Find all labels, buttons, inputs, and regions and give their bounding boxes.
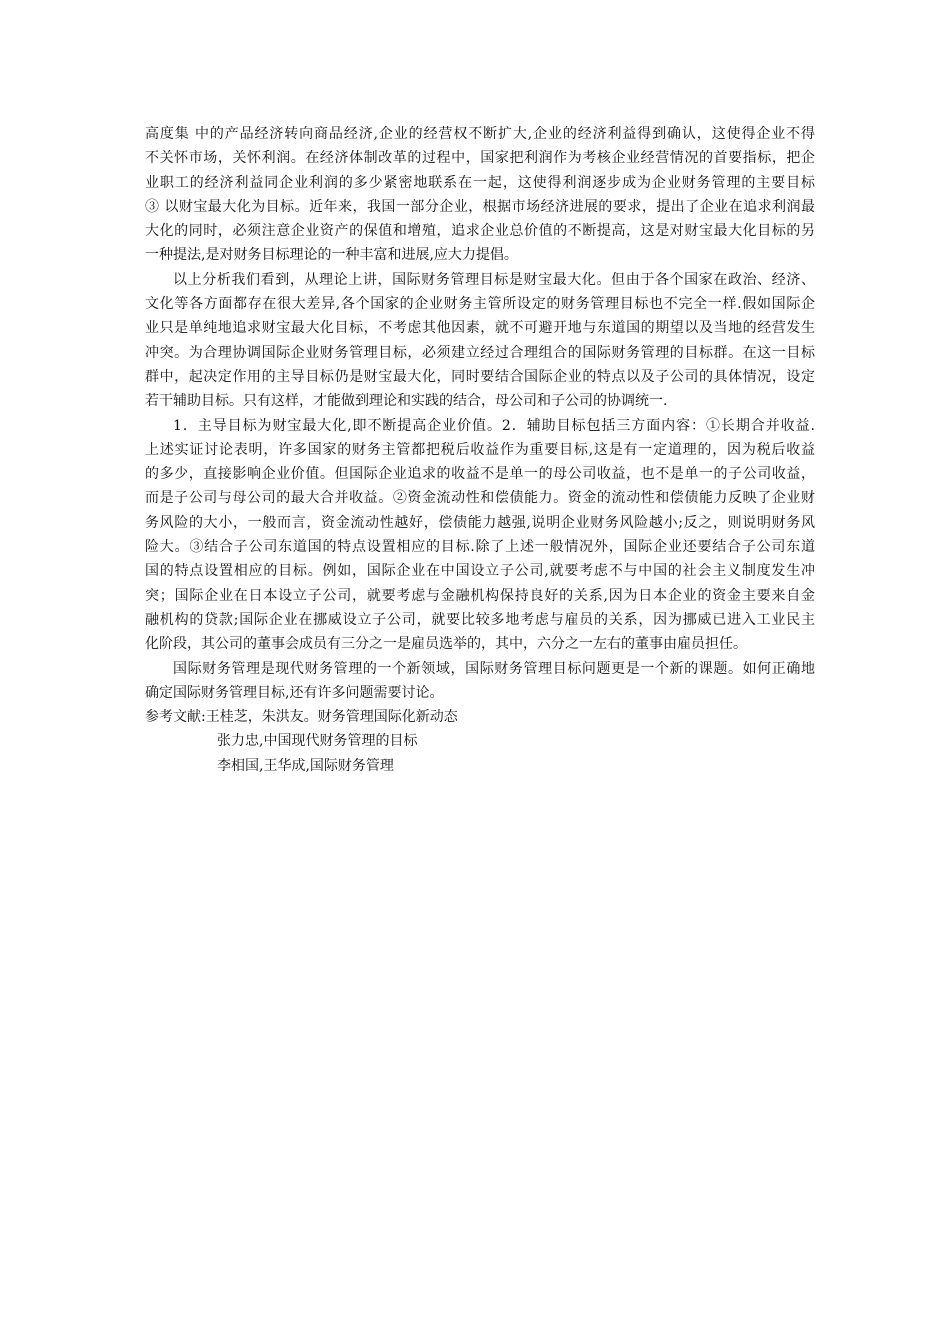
text-line: 而是子公司与母公司的最大合并收益。②资金流动性和偿债能力。资金的流动性和偿债能力反映了企业财 (145, 490, 815, 507)
text-line: 化阶段，其公司的董事会成员有三分之一是雇员选举的，其中，六分之一左右的董事由雇员担任。 (145, 636, 747, 653)
text-line: 以上分析我们看到，从理论上讲，国际财务管理目标是财宝最大化。但由于各个国家在政治、经济、 (173, 271, 815, 288)
text-line: 上述实证讨论表明，许多国家的财务主管都把税后收益作为重要目标,这是有一定道理的，因为税后收益 (145, 441, 815, 458)
text-line: 李相国,王华成,国际财务管理 (217, 757, 394, 774)
text-line: 文化等各方面都存在很大差异,各个国家的企业财务主管所设定的财务管理目标也不完全一样.假如国际企 (145, 296, 815, 313)
text-line: 的多少，直接影响企业价值。但国际企业追求的收益不是单一的母公司收益，也不是单一的子公司收益， (145, 466, 815, 483)
text-line: 不关怀市场，关怀利润。在经济体制改革的过程中，国家把利润作为考核企业经营情况的首要指标，把企 (145, 150, 815, 167)
text-line: 国的特点设置相应的目标。例如，国际企业在中国设立子公司,就要考虑不与中国的社会主义制度发生冲 (145, 563, 815, 580)
text-line: 务风险的大小，一般而言，资金流动性越好，偿债能力越强,说明企业财务风险越小;反之，则说明财务风 (145, 514, 815, 531)
body-text (145, 122, 815, 778)
text-line: 张力忠,中国现代财务管理的目标 (217, 733, 418, 750)
text-line: 融机构的贷款;国际企业在挪威设立子公司，就要比较多地考虑与雇员的关系，因为挪威已进入工业民主 (145, 611, 815, 628)
text-line: 突；国际企业在日本设立子公司，就要考虑与金融机构保持良好的关系,因为日本企业的资金主要来自金 (145, 587, 815, 604)
text-line: 参考文献:王桂芝，朱洪友。财务管理国际化新动态 (145, 709, 458, 726)
text-line: 确定国际财务管理目标,还有许多问题需要讨论。 (145, 684, 444, 701)
text-line: 群中，起决定作用的主导目标仍是财宝最大化，同时要结合国际企业的特点以及子公司的具体情况，设定 (145, 368, 815, 385)
text-line: 业只是单纯地追求财宝最大化目标，不考虑其他因素，就不可避开地与东道国的期望以及当地的经营发生 (145, 320, 815, 337)
text-line: 冲突。为合理协调国际企业财务管理目标，必须建立经过合理组合的国际财务管理的目标群。在这一目标 (145, 344, 815, 361)
text-line: 国际财务管理是现代财务管理的一个新领域，国际财务管理目标问题更是一个新的课题。如何正确地 (173, 660, 815, 677)
text-line: 险大。③结合子公司东道国的特点设置相应的目标.除了上述一般情况外，国际企业还要结合子公司东道 (145, 539, 815, 556)
text-line: ③ 以财宝最大化为目标。近年来，我国一部分企业，根据市场经济进展的要求，提出了企业在追求利润最 (145, 198, 815, 215)
text-line: 大化的同时，必须注意企业资产的保值和增殖，追求企业总价值的不断提高，这是对财宝最大化目标的另 (145, 223, 815, 240)
text-line: 一种提法,是对财务目标理论的一种丰富和进展,应大力提倡。 (145, 247, 518, 264)
text-line: 1．主导目标为财宝最大化,即不断提高企业价值。2．辅助目标包括三方面内容：①长期合并收益. (173, 417, 815, 434)
text-line: 业职工的经济利益同企业利润的多少紧密地联系在一起，这使得利润逐步成为企业财务管理的主要目标 (145, 174, 815, 191)
text-line: 若干辅助目标。只有这样，才能做到理论和实践的结合，母公司和子公司的协调统一. (145, 393, 668, 410)
text-line: 高度集 中的产品经济转向商品经济,企业的经营权不断扩大,企业的经济利益得到确认，这使得企业不得 (145, 126, 815, 142)
